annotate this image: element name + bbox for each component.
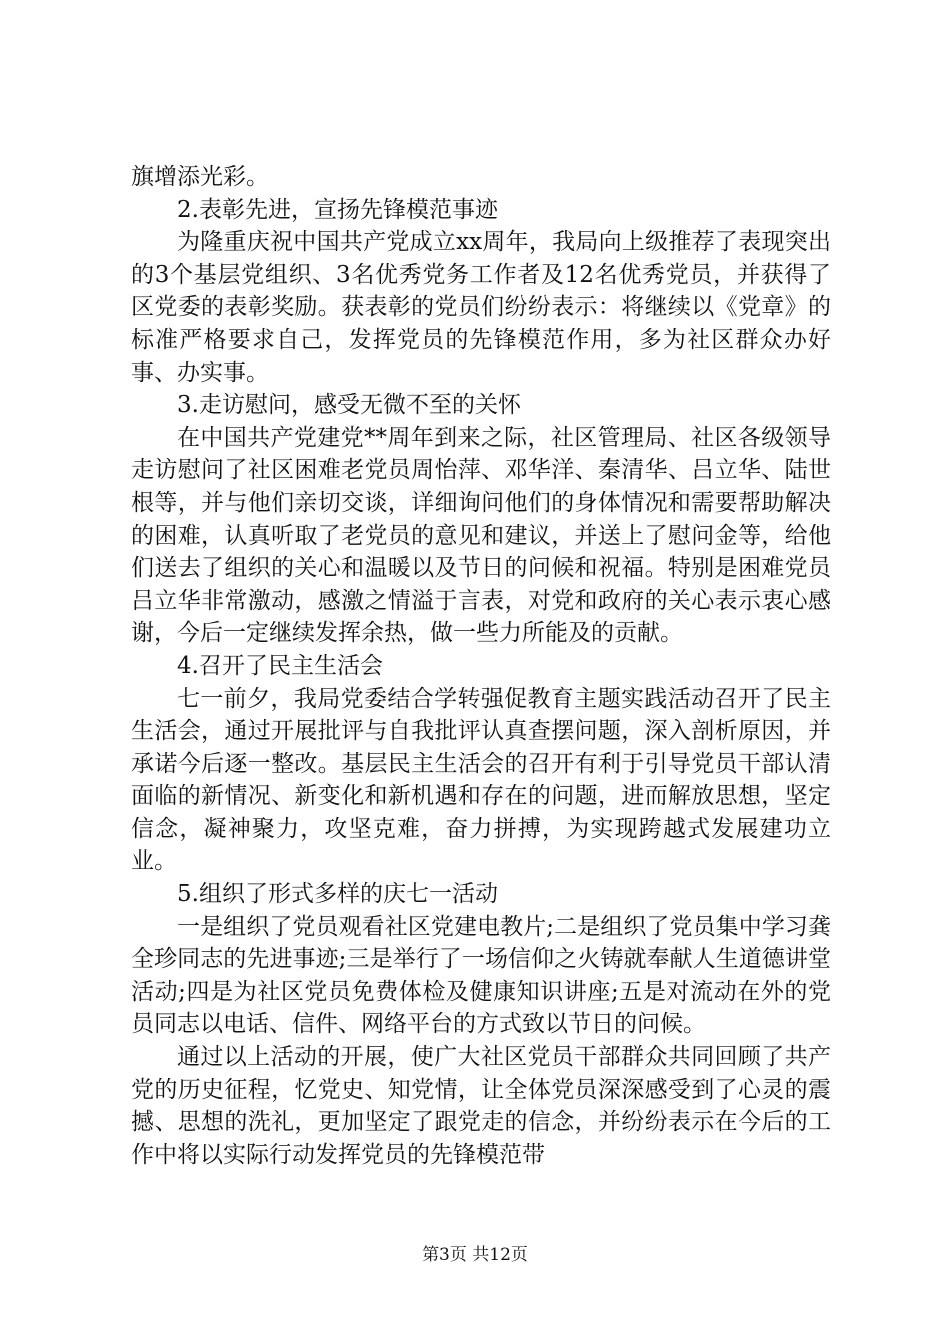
paragraph-summary: 通过以上活动的开展，使广大社区党员干部群众共同回顾了共产党的历史征程，忆党史、知党情，让全体党员深深感受到了心灵的震撼、思想的洗礼，更加坚定了跟党走的信念，并纷纷表示在今后的工作中将以实际行动发挥党员的先锋模范带	[131, 1044, 831, 1168]
section-heading-5: 5.组织了形式多样的庆七一活动	[177, 881, 498, 908]
section-heading-2: 2.表彰先进，宣扬先锋模范事迹	[177, 196, 498, 223]
paragraph-activities: 一是组织了党员观看社区党建电教片;二是组织了党员集中学习龚全珍同志的先进事迹;三是举行了一场信仰之火铸就奉献人生道德讲堂活动;四是为社区党员免费体检及健康知识讲座;五是对流动在外的党员同志以电话、信件、网络平台的方式致以节日的问候。	[131, 913, 831, 1038]
continuation-text: 旗增添光彩。	[131, 164, 269, 190]
section-heading-4: 4.召开了民主生活会	[177, 652, 383, 679]
page-number-footer: 第3页 共12页	[422, 1245, 528, 1265]
paragraph-visits: 在中国共产党建党**周年到来之际，社区管理局、社区各级领导走访慰问了社区困难老党员周怡萍、邓华洋、秦清华、吕立华、陆世根等，并与他们亲切交谈，详细询问他们的身体情况和需要帮助解决的困难，认真听取了老党员的意见和建议，并送上了慰问金等，给他们送去了组织的关心和温暖以及节日的问候和祝福。特别是困难党员吕立华非常激动，感激之情溢于言表，对党和政府的关心表示衷心感谢，今后一定继续发挥余热，做一些力所能及的贡献。	[131, 424, 831, 647]
document-body	[131, 161, 831, 1171]
paragraph-democratic-meeting: 七一前夕，我局党委结合学转强促教育主题实践活动召开了民主生活会，通过开展批评与自我批评认真查摆问题，深入剖析原因，并承诺今后逐一整改。基层民主生活会的召开有利于引导党员干部认清面临的新情况、新变化和新机遇和存在的问题，进而解放思想，坚定信念，凝神聚力，攻坚克难，奋力拼搏，为实现跨越式发展建功立业。	[131, 685, 831, 875]
paragraph-commendation: 为隆重庆祝中国共产党成立xx周年，我局向上级推荐了表现突出的3个基层党组织、3名优秀党务工作者及12名优秀党员，并获得了区党委的表彰奖励。获表彰的党员们纷纷表示：将继续以《党章》的标准严格要求自己，发挥党员的先锋模范作用，多为社区群众办好事、办实事。	[131, 229, 831, 386]
section-heading-3: 3.走访慰问，感受无微不至的关怀	[177, 392, 521, 419]
